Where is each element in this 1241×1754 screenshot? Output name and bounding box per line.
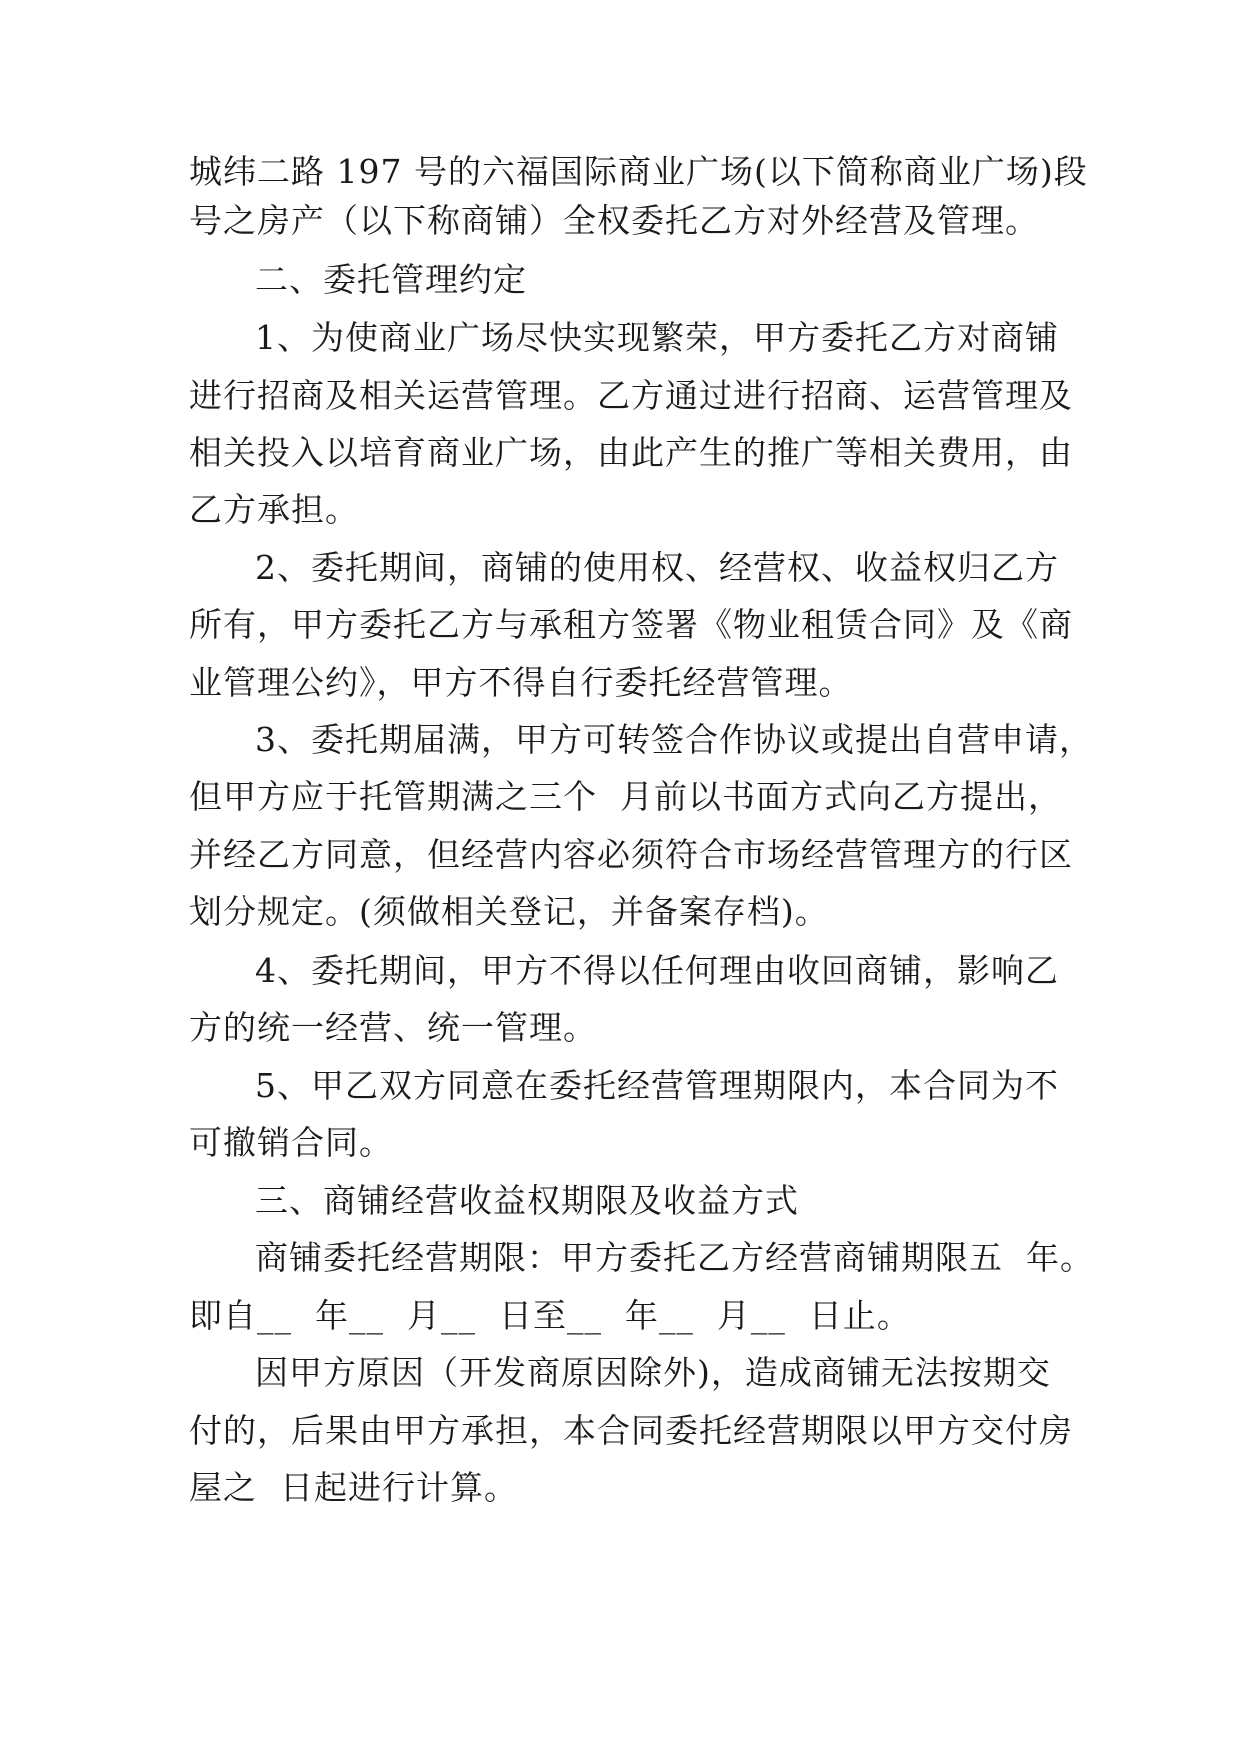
- text-line: 因甲方原因（开发商原因除外)，造成商铺无法按期交: [255, 1353, 1051, 1392]
- text-line: 4、委托期间，甲方不得以任何理由收回商铺，影响乙: [255, 951, 1059, 990]
- text-line: 划分规定。(须做相关登记，并备案存档)。: [189, 892, 829, 931]
- text-line: 所有，甲方委托乙方与承租方签署《物业租赁合同》及《商: [189, 605, 1073, 644]
- text-line: 屋之 日起进行计算。: [189, 1468, 518, 1507]
- text-line: 号之房产（以下称商铺）全权委托乙方对外经营及管理。: [189, 201, 1039, 240]
- text-line: 业管理公约》，甲方不得自行委托经营管理。: [189, 663, 853, 702]
- text-line: 相关投入以培育商业广场，由此产生的推广等相关费用，由: [189, 433, 1073, 472]
- text-line: 乙方承担。: [189, 490, 359, 529]
- text-line: 1、为使商业广场尽快实现繁荣，甲方委托乙方对商铺: [255, 318, 1059, 357]
- text-line: 即自__ 年__ 月__ 日至__ 年__ 月__ 日止。: [189, 1296, 911, 1335]
- text-line: 并经乙方同意，但经营内容必须符合市场经营管理方的行区: [189, 835, 1073, 874]
- section-heading: 二、委托管理约定: [255, 260, 527, 299]
- text-line: 商铺委托经营期限：甲方委托乙方经营商铺期限五 年。: [255, 1238, 1094, 1277]
- text-line: 5、甲乙双方同意在委托经营管理期限内，本合同为不: [255, 1066, 1059, 1105]
- text-line: 但甲方应于托管期满之三个 月前以书面方式向乙方提出，: [189, 777, 1062, 816]
- text-line: 进行招商及相关运营管理。乙方通过进行招商、运营管理及: [189, 376, 1073, 415]
- text-line: 方的统一经营、统一管理。: [189, 1008, 597, 1047]
- text-line: 2、委托期间，商铺的使用权、经营权、收益权归乙方: [255, 548, 1059, 587]
- text-line: 3、委托期届满，甲方可转签合作协议或提出自营申请，: [255, 720, 1093, 759]
- text-line: 可撤销合同。: [189, 1123, 393, 1162]
- text-line: 城纬二路 197 号的六福国际商业广场(以下简称商业广场)段: [189, 152, 1088, 191]
- section-heading: 三、商铺经营收益权期限及收益方式: [255, 1181, 799, 1220]
- text-line: 付的，后果由甲方承担，本合同委托经营期限以甲方交付房: [189, 1411, 1073, 1450]
